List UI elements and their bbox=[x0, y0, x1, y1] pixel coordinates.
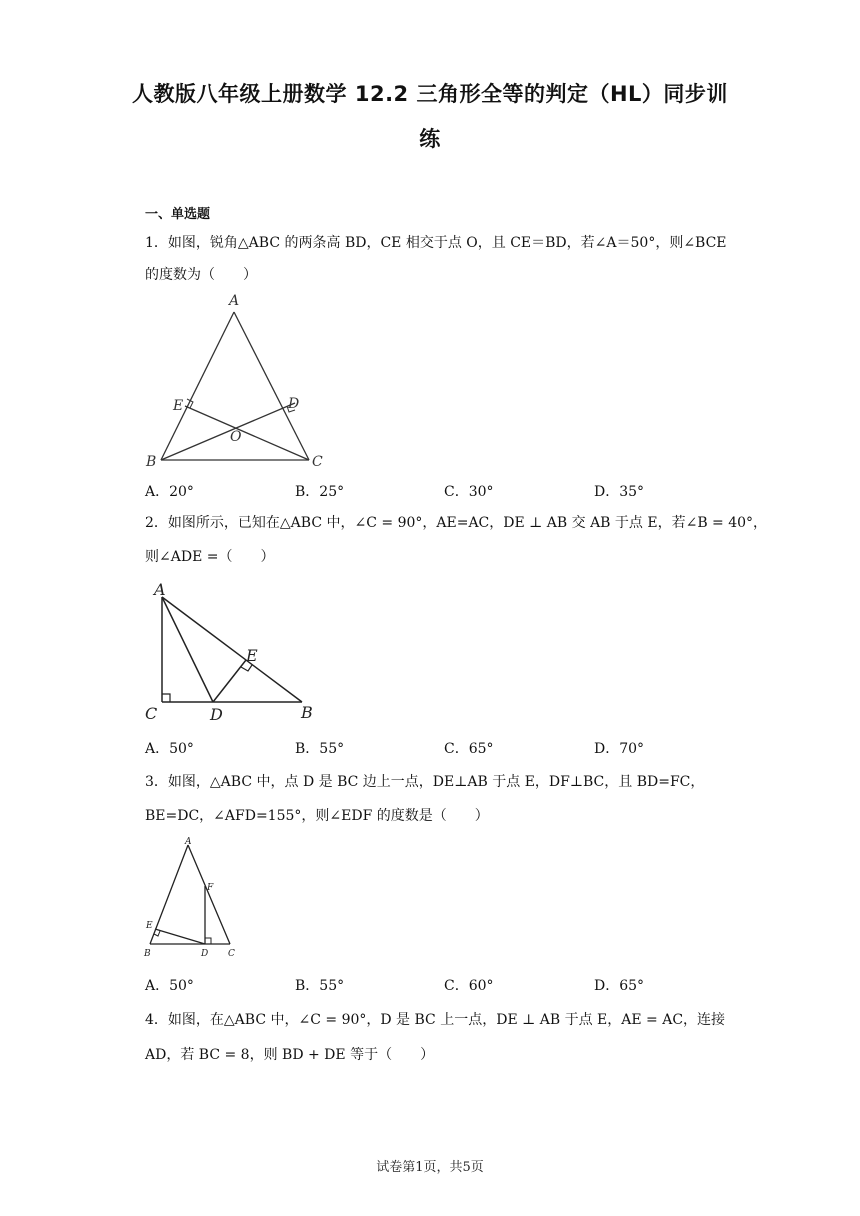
label-d: D bbox=[210, 705, 223, 724]
question-1-option-a: A．20° bbox=[145, 484, 194, 500]
side-ac bbox=[188, 845, 230, 944]
question-2-figure bbox=[140, 575, 330, 725]
question-1-text-line-2: 的度数为（ ） bbox=[145, 267, 257, 283]
question-3-figure bbox=[140, 838, 250, 963]
question-2-text-line-2: 则∠ADE =（ ） bbox=[145, 549, 275, 565]
question-1-option-d: D．35° bbox=[594, 484, 645, 500]
segment-ad bbox=[162, 597, 213, 702]
right-angle-mark-d bbox=[205, 938, 211, 944]
label-c: C bbox=[312, 454, 323, 470]
label-e: E bbox=[146, 921, 153, 931]
label-a: A bbox=[185, 837, 192, 847]
question-2-option-a: A．50° bbox=[145, 741, 194, 757]
label-b: B bbox=[301, 703, 313, 722]
label-o: O bbox=[230, 429, 242, 445]
question-2-option-b: B．55° bbox=[295, 741, 345, 757]
label-b: B bbox=[144, 949, 151, 959]
question-4-text-line-1: 4．如图，在△ABC 中，∠C = 90°，D 是 BC 上一点，DE ⊥ AB 于点 E，AE = AC，连接 bbox=[145, 1012, 726, 1028]
label-d: D bbox=[201, 949, 209, 959]
label-a: A bbox=[229, 293, 240, 309]
question-4-text-line-2: AD，若 BC = 8，则 BD + DE 等于（ ） bbox=[145, 1047, 435, 1063]
label-e: E bbox=[173, 398, 184, 414]
label-f: F bbox=[207, 883, 214, 893]
segment-de bbox=[213, 660, 246, 702]
question-3-option-a: A．50° bbox=[145, 978, 194, 994]
document-title-line-1: 人教版八年级上册数学 12.2 三角形全等的判定（HL）同步训 bbox=[132, 82, 728, 106]
page-footer: 试卷第1页，共5页 bbox=[376, 1160, 484, 1175]
label-d: D bbox=[288, 396, 300, 412]
question-1-option-c: C．30° bbox=[444, 484, 494, 500]
side-ab bbox=[161, 312, 234, 460]
question-2-option-d: D．70° bbox=[594, 741, 645, 757]
label-e: E bbox=[246, 646, 258, 665]
right-angle-mark-c bbox=[162, 694, 170, 702]
question-2-text-line-1: 2．如图所示，已知在△ABC 中，∠C = 90°，AE=AC，DE ⊥ AB 交 AB 于点 E，若∠B = 40°， bbox=[145, 515, 768, 531]
label-c: C bbox=[145, 704, 158, 723]
side-ac bbox=[234, 312, 309, 460]
question-1-option-b: B．25° bbox=[295, 484, 345, 500]
altitude-ce bbox=[185, 406, 309, 460]
right-angle-mark-e bbox=[241, 665, 252, 671]
question-1-figure bbox=[140, 290, 340, 475]
question-2-option-c: C．65° bbox=[444, 741, 494, 757]
segment-de bbox=[155, 929, 205, 944]
side-ab bbox=[162, 597, 302, 702]
question-3-option-c: C．60° bbox=[444, 978, 494, 994]
section-heading: 一、单选题 bbox=[145, 207, 211, 222]
question-3-option-b: B．55° bbox=[295, 978, 345, 994]
question-3-text-line-1: 3．如图，△ABC 中，点 D 是 BC 边上一点，DE⊥AB 于点 E，DF⊥BC，且 BD=FC， bbox=[145, 774, 705, 790]
question-3-text-line-2: BE=DC，∠AFD=155°，则∠EDF 的度数是（ ） bbox=[145, 808, 489, 824]
question-3-option-d: D．65° bbox=[594, 978, 645, 994]
label-c: C bbox=[228, 949, 235, 959]
document-title-line-2: 练 bbox=[419, 127, 441, 151]
question-1-text-line-1: 1．如图，锐角△ABC 的两条高 BD，CE 相交于点 O，且 CE＝BD，若∠A＝50°，则∠BCE bbox=[145, 235, 727, 251]
label-b: B bbox=[146, 454, 157, 470]
label-a: A bbox=[154, 580, 166, 599]
